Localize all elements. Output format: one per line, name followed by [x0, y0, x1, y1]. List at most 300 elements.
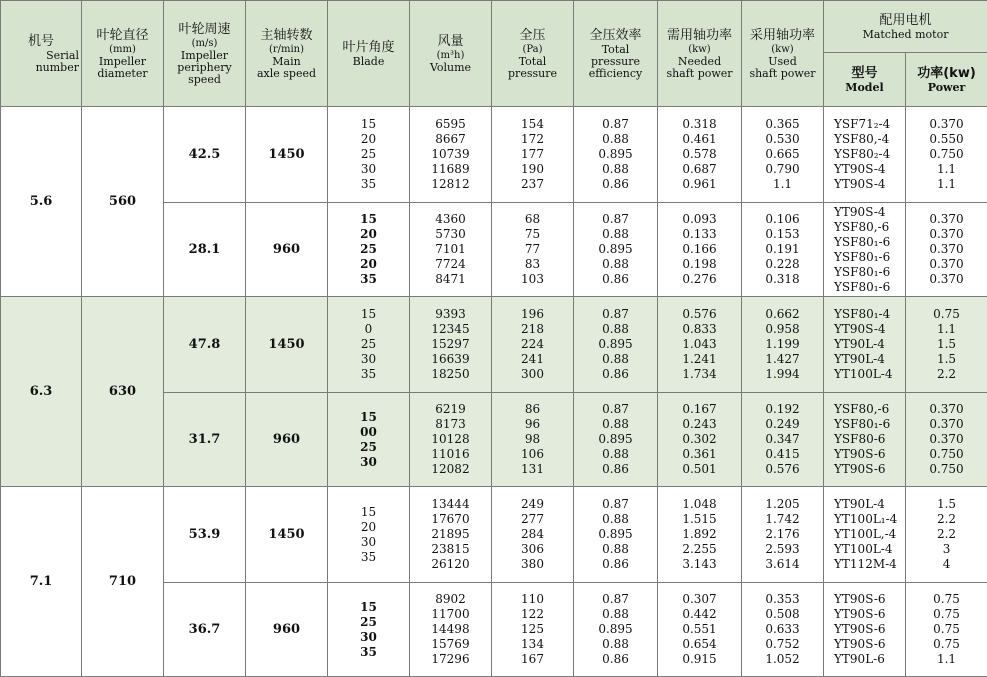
cell-needed-list [658, 297, 742, 393]
cell-pressure-value: 249 [521, 497, 544, 511]
cell-blade-value: 25 [360, 614, 377, 629]
cell-needed-value: 0.442 [682, 607, 717, 621]
cell-periphery-speed: 53.9 [164, 487, 246, 583]
cell-efficiency-value: 0.895 [598, 337, 633, 351]
cell-volume-value: 11700 [431, 607, 470, 621]
cell-blade-list [328, 393, 410, 487]
cell-used-value: 1.052 [765, 652, 800, 666]
cell-efficiency-value: 0.87 [602, 402, 629, 416]
cell-used-value: 1.199 [765, 337, 800, 351]
header-axle: 主轴转数 (r/min) Main axle speed [246, 1, 328, 107]
cell-power-value: 0.750 [929, 147, 964, 161]
cell-pressure-value: 75 [524, 227, 541, 241]
cell-pressure-value: 380 [521, 557, 544, 571]
cell-needed-value: 0.243 [682, 417, 717, 431]
cell-efficiency-value: 0.895 [598, 622, 633, 636]
cell-used-value: 2.593 [765, 542, 800, 556]
cell-power-value: 3 [942, 542, 951, 556]
cell-used-value: 1.994 [765, 367, 800, 381]
cell-volume-value: 12345 [431, 322, 470, 336]
cell-pressure-value: 134 [521, 637, 544, 651]
cell-volume-value: 11689 [431, 162, 470, 176]
cell-pressure-value: 241 [521, 352, 544, 366]
cell-model-value: YT90S-6 [834, 592, 886, 606]
cell-power-list [906, 203, 987, 297]
cell-power-value: 0.370 [929, 227, 964, 241]
cell-needed-value: 2.255 [682, 542, 717, 556]
cell-volume-value: 7101 [435, 242, 466, 256]
cell-power-value: 0.75 [933, 592, 960, 606]
cell-model-value: YSF80₁-6 [834, 264, 891, 279]
cell-blade-value: 15 [360, 599, 377, 614]
cell-blade-list [328, 487, 410, 583]
cell-blade-value: 35 [360, 549, 377, 564]
cell-blade-value: 25 [360, 439, 377, 454]
cell-needed-value: 0.307 [682, 592, 717, 606]
cell-volume-value: 4360 [435, 212, 466, 226]
cell-model-value: YSF80-6 [834, 432, 886, 446]
cell-axle-speed: 960 [246, 583, 328, 677]
cell-efficiency-list [574, 583, 658, 677]
cell-power-list [906, 487, 987, 583]
cell-used-value: 0.365 [765, 117, 800, 131]
header-needed-power: 需用轴功率 (kw) Needed shaft power [658, 1, 742, 107]
cell-volume-value: 8471 [435, 272, 466, 286]
cell-volume-value: 21895 [431, 527, 470, 541]
cell-model-value: YT90S-4 [834, 177, 886, 191]
cell-model-value: YT90S-6 [834, 637, 886, 651]
cell-power-value: 2.2 [936, 367, 957, 381]
cell-used-value: 0.790 [765, 162, 800, 176]
cell-efficiency-value: 0.88 [602, 322, 629, 336]
cell-used-value: 0.665 [765, 147, 800, 161]
cell-blade-value: 15 [360, 504, 377, 519]
cell-blade-value: 30 [360, 629, 377, 644]
cell-needed-list [658, 107, 742, 203]
cell-power-value: 0.370 [929, 432, 964, 446]
cell-efficiency-value: 0.88 [602, 542, 629, 556]
cell-needed-value: 0.461 [682, 132, 717, 146]
cell-model-value: YSF71₂-4 [834, 117, 891, 131]
cell-efficiency-value: 0.86 [602, 177, 629, 191]
cell-needed-value: 1.048 [682, 497, 717, 511]
header-efficiency: 全压效率 Total pressure efficiency [574, 1, 658, 107]
cell-used-value: 0.633 [765, 622, 800, 636]
cell-pressure-value: 96 [524, 417, 541, 431]
cell-volume-value: 10128 [431, 432, 470, 446]
cell-volume-value: 17670 [431, 512, 470, 526]
cell-volume-list [410, 297, 492, 393]
cell-blade-list [328, 297, 410, 393]
cell-blade-list [328, 107, 410, 203]
cell-used-value: 0.415 [765, 447, 800, 461]
cell-needed-value: 1.043 [682, 337, 717, 351]
cell-volume-value: 11016 [431, 447, 470, 461]
cell-volume-value: 12082 [431, 462, 470, 476]
cell-blade-value: 30 [360, 352, 377, 366]
cell-efficiency-list [574, 487, 658, 583]
cell-model-value: YT90S-6 [834, 607, 886, 621]
cell-needed-value: 0.133 [682, 227, 717, 241]
cell-volume-list [410, 393, 492, 487]
cell-blade-value: 20 [360, 519, 377, 534]
cell-power-value: 4 [942, 557, 951, 571]
cell-power-value: 0.370 [929, 402, 964, 416]
cell-used-list [742, 487, 824, 583]
cell-pressure-value: 77 [524, 242, 541, 256]
cell-power-value: 0.75 [933, 637, 960, 651]
cell-blade-value: 20 [360, 257, 377, 271]
cell-pressure-value: 196 [521, 307, 544, 321]
cell-model-list [824, 203, 906, 297]
cell-efficiency-value: 0.86 [602, 367, 629, 381]
cell-efficiency-value: 0.86 [602, 652, 629, 666]
cell-model-list [824, 297, 906, 393]
cell-volume-value: 18250 [431, 367, 470, 381]
cell-model-value: YT90S-4 [834, 322, 886, 336]
cell-used-value: 1.1 [772, 177, 793, 191]
cell-used-list [742, 203, 824, 297]
cell-blade-value: 30 [360, 454, 377, 469]
cell-axle-speed: 960 [246, 203, 328, 297]
cell-pressure-value: 190 [521, 162, 544, 176]
cell-model-list [824, 583, 906, 677]
cell-model-value: YT100L-4 [834, 367, 893, 381]
cell-periphery-speed: 42.5 [164, 107, 246, 203]
cell-needed-value: 0.167 [682, 402, 717, 416]
cell-volume-value: 15769 [431, 637, 470, 651]
cell-model-value: YT90S-6 [834, 462, 886, 476]
table-row [1, 297, 987, 393]
cell-power-list [906, 393, 987, 487]
cell-pressure-value: 172 [521, 132, 544, 146]
cell-used-value: 0.191 [765, 242, 800, 256]
cell-efficiency-value: 0.88 [602, 352, 629, 366]
cell-efficiency-value: 0.87 [602, 307, 629, 321]
cell-needed-list [658, 487, 742, 583]
cell-used-value: 0.318 [765, 272, 800, 286]
cell-efficiency-value: 0.895 [598, 147, 633, 161]
cell-power-value: 0.75 [933, 607, 960, 621]
cell-efficiency-value: 0.88 [602, 512, 629, 526]
table-body [1, 107, 987, 677]
cell-efficiency-list [574, 393, 658, 487]
cell-pressure-list [492, 107, 574, 203]
cell-needed-list [658, 583, 742, 677]
cell-model-value: YT100L₁-4 [834, 512, 898, 526]
cell-efficiency-value: 0.88 [602, 607, 629, 621]
cell-needed-value: 0.915 [682, 652, 717, 666]
cell-serial-number: 6.3 [1, 297, 82, 487]
cell-power-value: 0.75 [933, 622, 960, 636]
cell-blade-value: 30 [360, 534, 377, 549]
cell-power-value: 0.750 [929, 447, 964, 461]
cell-blade-value: 20 [360, 227, 377, 241]
table-row [1, 487, 987, 583]
cell-used-value: 0.347 [765, 432, 800, 446]
cell-used-value: 0.508 [765, 607, 800, 621]
cell-model-value: YT90S-4 [834, 162, 886, 176]
header-speed: 叶轮周速 (m/s) Impeller periphery speed [164, 1, 246, 107]
cell-pressure-value: 284 [521, 527, 544, 541]
cell-efficiency-value: 0.87 [602, 592, 629, 606]
cell-model-value: YSF80,-6 [834, 402, 890, 416]
cell-power-value: 0.750 [929, 462, 964, 476]
cell-used-value: 0.958 [765, 322, 800, 336]
cell-blade-value: 00 [360, 424, 377, 439]
cell-needed-value: 1.892 [682, 527, 717, 541]
cell-pressure-value: 125 [521, 622, 544, 636]
cell-used-list [742, 393, 824, 487]
cell-pressure-value: 177 [521, 147, 544, 161]
cell-pressure-list [492, 297, 574, 393]
cell-model-value: YSF80₂-4 [834, 147, 891, 161]
cell-pressure-value: 300 [521, 367, 544, 381]
cell-volume-value: 8173 [435, 417, 466, 431]
cell-volume-value: 8667 [435, 132, 466, 146]
cell-needed-value: 0.576 [682, 307, 717, 321]
cell-power-list [906, 107, 987, 203]
cell-volume-value: 10739 [431, 147, 470, 161]
cell-used-list [742, 107, 824, 203]
cell-power-value: 1.1 [936, 322, 957, 336]
cell-used-value: 0.106 [765, 212, 800, 226]
cell-pressure-value: 224 [521, 337, 544, 351]
cell-volume-value: 13444 [431, 497, 470, 511]
cell-efficiency-value: 0.87 [602, 497, 629, 511]
cell-pressure-value: 277 [521, 512, 544, 526]
cell-model-list [824, 107, 906, 203]
cell-needed-value: 0.551 [682, 622, 717, 636]
cell-model-value: YSF80₁-6 [834, 234, 891, 249]
cell-model-value: YSF80₁-6 [834, 249, 891, 264]
cell-needed-value: 1.734 [682, 367, 717, 381]
cell-volume-value: 15297 [431, 337, 470, 351]
cell-needed-list [658, 393, 742, 487]
cell-model-value: YT90S-6 [834, 622, 886, 636]
cell-blade-list [328, 583, 410, 677]
cell-needed-value: 3.143 [682, 557, 717, 571]
cell-power-value: 1.1 [936, 177, 957, 191]
cell-power-value: 1.5 [936, 352, 957, 366]
cell-pressure-list [492, 583, 574, 677]
cell-power-value: 1.1 [936, 652, 957, 666]
cell-pressure-value: 98 [524, 432, 541, 446]
cell-periphery-speed: 36.7 [164, 583, 246, 677]
cell-volume-value: 16639 [431, 352, 470, 366]
cell-needed-value: 0.501 [682, 462, 717, 476]
cell-used-value: 0.228 [765, 257, 800, 271]
cell-pressure-value: 167 [521, 652, 544, 666]
cell-impeller-diameter: 710 [82, 487, 164, 677]
cell-blade-value: 35 [360, 367, 377, 381]
cell-power-value: 0.370 [929, 417, 964, 431]
header-pressure: 全压 (Pa) Total pressure [492, 1, 574, 107]
cell-volume-list [410, 107, 492, 203]
cell-needed-list [658, 203, 742, 297]
cell-volume-value: 17296 [431, 652, 470, 666]
cell-efficiency-value: 0.86 [602, 272, 629, 286]
cell-pressure-value: 83 [524, 257, 541, 271]
cell-needed-value: 0.361 [682, 447, 717, 461]
cell-model-value: YT90L-4 [834, 352, 885, 366]
cell-efficiency-value: 0.86 [602, 557, 629, 571]
cell-model-list [824, 487, 906, 583]
cell-efficiency-value: 0.88 [602, 227, 629, 241]
cell-used-value: 3.614 [765, 557, 800, 571]
cell-power-value: 0.370 [929, 117, 964, 131]
cell-blade-value: 25 [360, 337, 377, 351]
cell-power-value: 0.370 [929, 272, 964, 286]
cell-axle-speed: 1450 [246, 107, 328, 203]
cell-volume-value: 9393 [435, 307, 466, 321]
cell-power-value: 0.370 [929, 242, 964, 256]
cell-blade-value: 35 [360, 644, 377, 659]
cell-used-value: 0.752 [765, 637, 800, 651]
cell-pressure-value: 86 [524, 402, 541, 416]
cell-efficiency-list [574, 107, 658, 203]
cell-pressure-list [492, 487, 574, 583]
cell-serial-number: 7.1 [1, 487, 82, 677]
cell-pressure-value: 103 [521, 272, 544, 286]
cell-model-value: YSF80₁-6 [834, 417, 891, 431]
header-serial: 机号 Serial number [1, 1, 82, 107]
cell-model-value: YT90S-6 [834, 447, 886, 461]
cell-efficiency-value: 0.88 [602, 447, 629, 461]
cell-efficiency-value: 0.895 [598, 527, 633, 541]
cell-used-value: 1.742 [765, 512, 800, 526]
header-used-power: 采用轴功率 (kw) Used shaft power [742, 1, 824, 107]
cell-efficiency-value: 0.87 [602, 212, 629, 226]
cell-model-value: YT100L,-4 [834, 527, 897, 541]
cell-pressure-value: 218 [521, 322, 544, 336]
cell-model-value: YT112M-4 [834, 557, 897, 571]
cell-volume-value: 14498 [431, 622, 470, 636]
cell-pressure-list [492, 393, 574, 487]
cell-used-value: 0.662 [765, 307, 800, 321]
cell-efficiency-value: 0.87 [602, 117, 629, 131]
cell-model-value: YSF80,-4 [834, 132, 890, 146]
cell-pressure-value: 131 [521, 462, 544, 476]
cell-efficiency-value: 0.88 [602, 417, 629, 431]
cell-power-value: 2.2 [936, 527, 957, 541]
cell-needed-value: 0.302 [682, 432, 717, 446]
cell-needed-value: 0.198 [682, 257, 717, 271]
cell-blade-value: 35 [360, 177, 377, 191]
cell-volume-value: 5730 [435, 227, 466, 241]
cell-blade-value: 15 [360, 307, 377, 321]
cell-used-value: 0.153 [765, 227, 800, 241]
cell-pressure-value: 237 [521, 177, 544, 191]
cell-blade-value: 20 [360, 132, 377, 146]
cell-efficiency-value: 0.86 [602, 462, 629, 476]
cell-power-value: 1.1 [936, 162, 957, 176]
cell-volume-list [410, 203, 492, 297]
cell-model-value: YT90L-4 [834, 337, 885, 351]
cell-blade-value: 25 [360, 242, 377, 256]
cell-periphery-speed: 31.7 [164, 393, 246, 487]
cell-blade-list [328, 203, 410, 297]
cell-used-list [742, 297, 824, 393]
table-row [1, 107, 987, 203]
cell-axle-speed: 960 [246, 393, 328, 487]
cell-model-value: YT100L-4 [834, 542, 893, 556]
cell-power-value: 1.5 [936, 337, 957, 351]
cell-pressure-value: 122 [521, 607, 544, 621]
cell-pressure-value: 110 [521, 592, 544, 606]
cell-model-value: YSF80,-6 [834, 219, 890, 234]
cell-blade-value: 35 [360, 272, 377, 286]
cell-blade-value: 30 [360, 162, 377, 176]
cell-used-value: 0.249 [765, 417, 800, 431]
header-volume: 风量 (m³h) Volume [410, 1, 492, 107]
cell-power-value: 0.370 [929, 257, 964, 271]
cell-periphery-speed: 28.1 [164, 203, 246, 297]
cell-power-value: 0.550 [929, 132, 964, 146]
cell-efficiency-value: 0.88 [602, 257, 629, 271]
cell-used-list [742, 583, 824, 677]
cell-model-value: YT90S-4 [834, 204, 886, 219]
cell-efficiency-value: 0.895 [598, 432, 633, 446]
cell-used-value: 0.530 [765, 132, 800, 146]
cell-efficiency-value: 0.88 [602, 162, 629, 176]
header-blade: 叶片角度 Blade [328, 1, 410, 107]
cell-impeller-diameter: 560 [82, 107, 164, 297]
cell-volume-list [410, 583, 492, 677]
cell-efficiency-list [574, 203, 658, 297]
cell-used-value: 0.192 [765, 402, 800, 416]
cell-pressure-list [492, 203, 574, 297]
cell-used-value: 2.176 [765, 527, 800, 541]
cell-model-value: YT90L-6 [834, 652, 885, 666]
cell-needed-value: 0.093 [682, 212, 717, 226]
cell-pressure-value: 306 [521, 542, 544, 556]
cell-efficiency-value: 0.88 [602, 637, 629, 651]
cell-model-value: YT90L-4 [834, 497, 885, 511]
cell-used-value: 0.576 [765, 462, 800, 476]
cell-needed-value: 0.833 [682, 322, 717, 336]
cell-impeller-diameter: 630 [82, 297, 164, 487]
cell-volume-value: 8902 [435, 592, 466, 606]
cell-pressure-value: 106 [521, 447, 544, 461]
cell-pressure-value: 68 [524, 212, 541, 226]
cell-volume-value: 12812 [431, 177, 470, 191]
cell-blade-value: 15 [360, 117, 377, 131]
cell-used-value: 0.353 [765, 592, 800, 606]
cell-power-value: 1.5 [936, 497, 957, 511]
cell-model-value: YSF80₁-4 [834, 307, 891, 321]
cell-serial-number: 5.6 [1, 107, 82, 297]
cell-power-value: 0.75 [933, 307, 960, 321]
header-power: 功率(kw) Power [906, 53, 987, 107]
cell-needed-value: 0.318 [682, 117, 717, 131]
cell-volume-value: 6595 [435, 117, 466, 131]
cell-axle-speed: 1450 [246, 297, 328, 393]
cell-periphery-speed: 47.8 [164, 297, 246, 393]
cell-axle-speed: 1450 [246, 487, 328, 583]
header-diameter: 叶轮直径 (mm) Impeller diameter [82, 1, 164, 107]
cell-volume-value: 7724 [435, 257, 466, 271]
cell-blade-value: 15 [360, 409, 377, 424]
cell-blade-value: 15 [360, 212, 377, 226]
cell-efficiency-value: 0.88 [602, 132, 629, 146]
cell-needed-value: 0.687 [682, 162, 717, 176]
cell-used-value: 1.427 [765, 352, 800, 366]
cell-needed-value: 1.515 [682, 512, 717, 526]
cell-used-value: 1.205 [765, 497, 800, 511]
cell-blade-value: 0 [364, 322, 373, 336]
cell-pressure-value: 154 [521, 117, 544, 131]
